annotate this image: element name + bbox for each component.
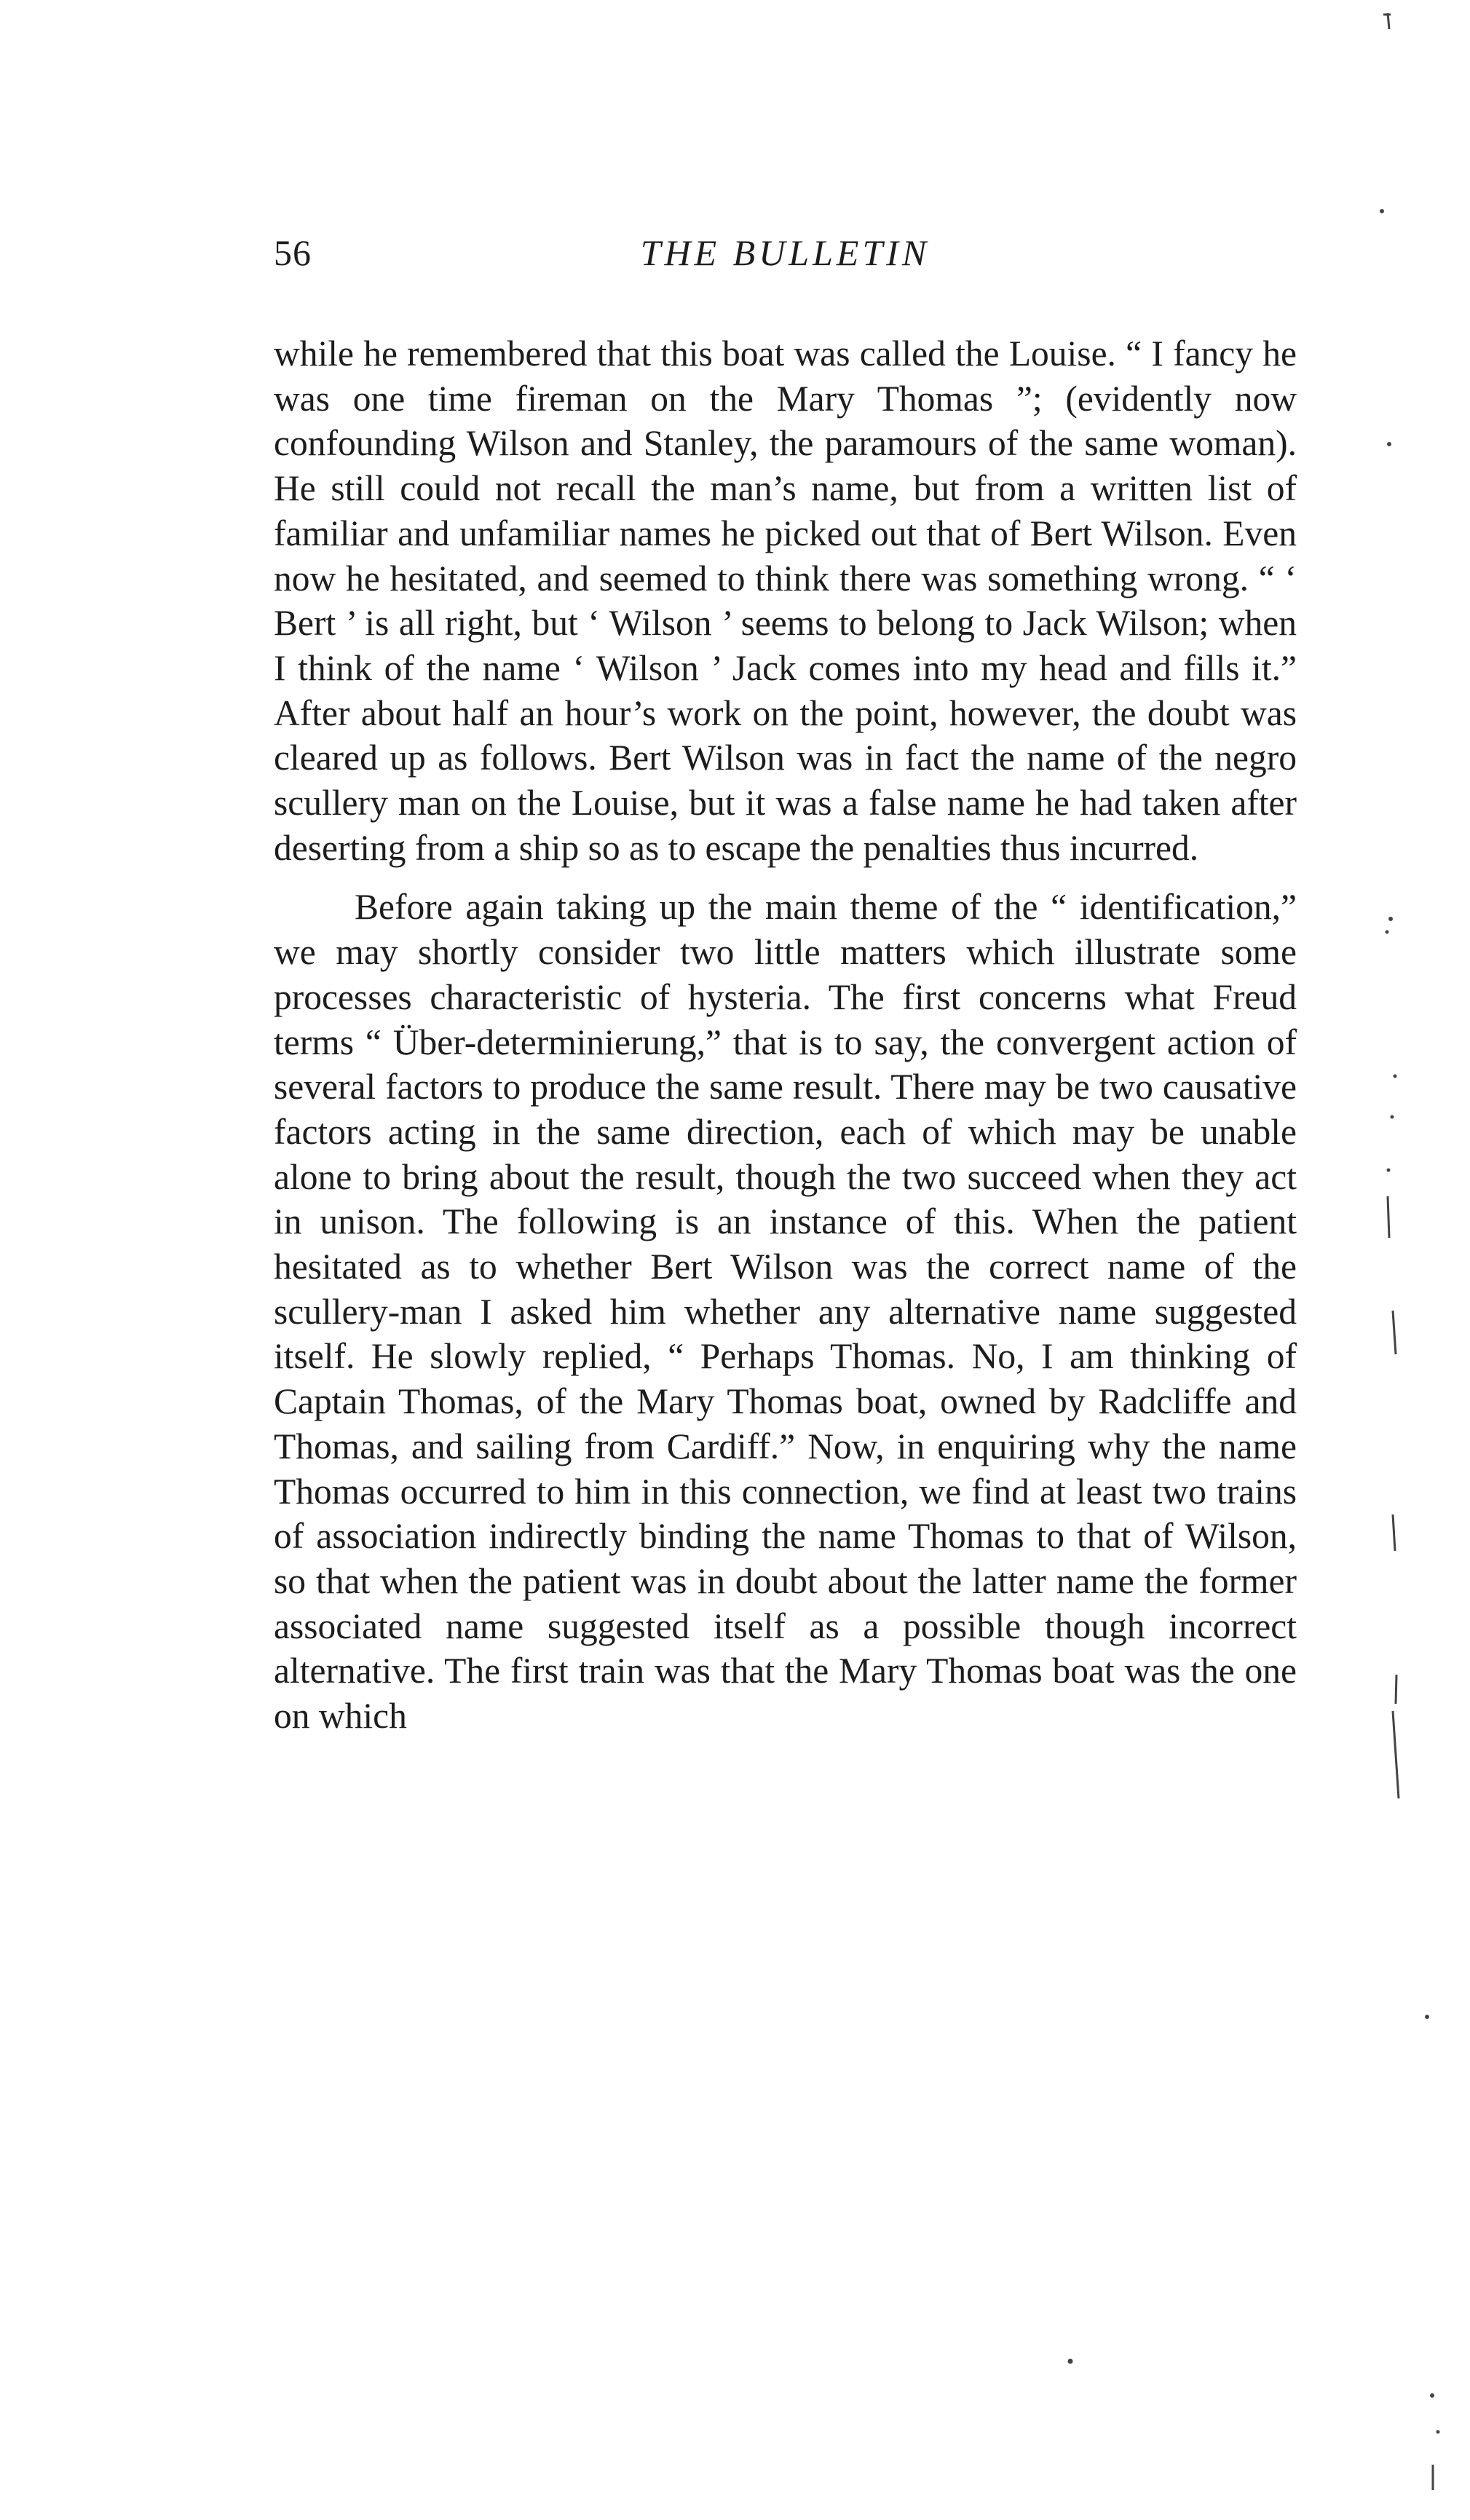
- paragraph-2: Before again taking up the main theme of the “ identification,” we may shortly consider two little matters which illustrate some processes characteristic of hysteria. The first concerns what Freud terms “ Über-determinierung,” that is to say, the convergent action of several factors to produce the same result. There may be two causative factors acting in the same direction, each of which may be unable alone to bring about the result, though the two succeed when they act in unison. The following is an instance of this. When the patient hesitated as to whether Bert Wilson was the correct name of the scullery-man I asked him whether any alternative name suggested itself. He slowly replied, “ Perhaps Thomas. No, I am thinking of Captain Thomas, of the Mary Thomas boat, owned by Radcliffe and Thomas, and sailing from Cardiff.” Now, in enquiring why the name Thomas occurred to him in this connection, we find at least two trains of association indirectly binding the name Thomas to that of Wilson, so that when the patient was in doubt about the latter name the former associated name suggested itself as a possible though incorrect alternative. The first train was that the Mary Thomas boat was the one on which: [274, 887, 1297, 1737]
- paragraph-1: while he remembered that this boat was called the Louise. “ I fancy he was one time fireman on the Mary Thomas ”; (evidently now confounding Wilson and Stanley, the paramours of the same woman). He still could not recall the man’s name, but from a written list of familiar and unfamiliar names he picked out that of Bert Wilson. Even now he hesitated, and seemed to think there was something wrong. “ ‘ Bert ’ is all right, but ‘ Wilson ’ seems to belong to Jack Wilson; when I think of the name ‘ Wilson ’ Jack comes into my head and fills it.” After about half an hour’s work on the point, however, the doubt was cleared up as follows. Bert Wilson was in fact the name of the negro scullery man on the Louise, but it was a false name he had taken after deserting from a ship so as to escape the penalties thus incurred.: [274, 333, 1297, 868]
- body-text: [274, 331, 1297, 1739]
- page-header: [274, 232, 1297, 290]
- page-number: 56: [274, 232, 312, 273]
- running-head: THE BULLETIN: [640, 232, 930, 273]
